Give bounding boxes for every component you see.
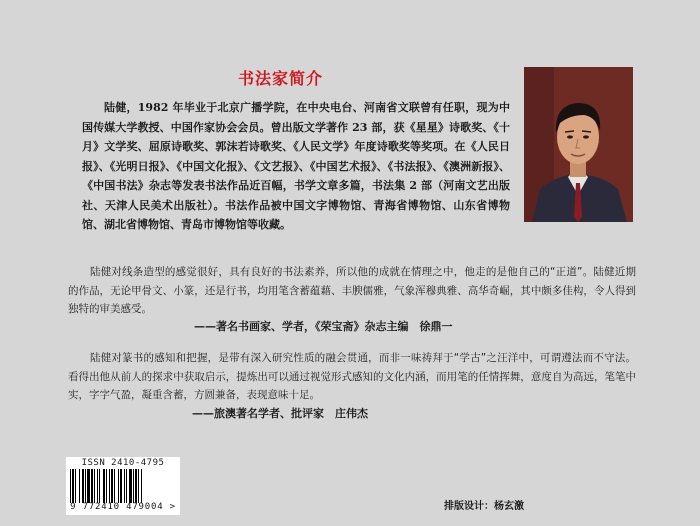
issn-number: ISSN 2410-4795 — [81, 458, 165, 468]
layout-designer-credit: 排版设计：杨玄激 — [444, 501, 524, 512]
section-title: 书法家简介 — [238, 69, 324, 88]
quote-2-signature: ——旅澳著名学者、批评家 庄伟杰 — [192, 407, 368, 420]
quote-1-signature: ——著名书画家、学者，《荣宝斋》杂志主编 徐鼎一 — [194, 320, 453, 333]
issn-barcode — [66, 457, 180, 515]
critic-quote-1: 陆健对线条造型的感觉很好，具有良好的书法素养，所以他的成就在情理之中，他走的是他自己的“正道”。陆健近期的作品，无论甲骨文、小篆，还是行书，均用笔含蓄蕴藉、丰腴儒雅，气象浑穆典雅、高华奇崛，其中颇多佳构，令人得到独特的审美感受。 — [68, 266, 636, 315]
critic-quote-2: 陆健对篆书的感知和把握，是带有深入研究性质的融会贯通，而非一味祷拜于“学古”之汪洋中，可谓遵法而不守法。看得出他从前人的探求中获取启示，提炼出可以通过视觉形式感知的文化内涵，而用笔的任情挥舞，意度自为高远，笔笔中实，字字气盈，凝重含蓄，方圆兼备，表现意味十足。 — [68, 352, 636, 401]
barcode-digits: 9 772410 479004 > — [70, 502, 176, 512]
portrait-photo — [524, 67, 633, 222]
biography-paragraph: 陆健，1982 年毕业于北京广播学院，在中央电台、河南省文联曾有任职，现为中国传媒大学教授、中国作家协会会员。曾出版文学著作 23 部，获《星星》诗歌奖、《十月》文学奖、屈原诗歌奖、郭沫若诗歌奖、《人民文学》年度诗歌奖等奖项。在《人民日报》、《光明日报》、《中国文化报》、《文艺报》、《中国艺术报》、《书法报》、《澳洲新报》、《中国书法》杂志等发表书法作品近百幅，书学文章多篇，书法集 2 部（河南文艺出版社、天津人民美术出版社）。书法作品被中国文字博物馆、青海省博物馆、山东省博物馆、湖北省博物馆、青岛市博物馆等收藏。 — [82, 101, 510, 231]
barcode-bars — [70, 469, 176, 503]
